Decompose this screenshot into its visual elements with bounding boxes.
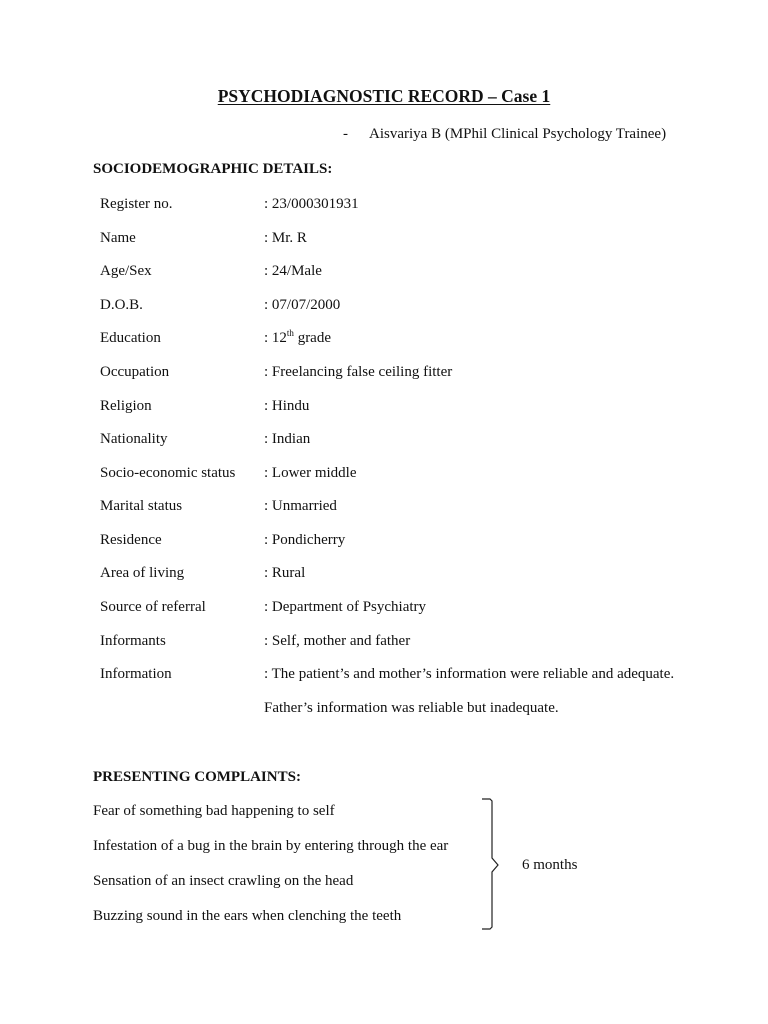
detail-value-name: : Mr. R bbox=[264, 230, 307, 246]
detail-label-religion: Religion bbox=[100, 398, 152, 414]
education-suffix: grade bbox=[293, 330, 331, 346]
complaints-duration: 6 months bbox=[522, 857, 578, 873]
complaint-item: Infestation of a bug in the brain by entering through the ear bbox=[93, 838, 449, 854]
detail-value-socioeconomic: : Lower middle bbox=[264, 465, 357, 481]
detail-value-nationality: : Indian bbox=[264, 431, 311, 447]
education-superscript: th bbox=[286, 328, 294, 338]
detail-label-socioeconomic: Socio-economic status bbox=[100, 465, 236, 481]
detail-value-age-sex: : 24/Male bbox=[264, 263, 322, 279]
page-title: PSYCHODIAGNOSTIC RECORD – Case 1 bbox=[217, 86, 551, 106]
curly-brace-icon bbox=[478, 796, 518, 934]
education-prefix: : 12 bbox=[264, 330, 287, 346]
detail-label-marital-status: Marital status bbox=[100, 498, 183, 514]
detail-value-area-of-living: : Rural bbox=[264, 565, 306, 581]
presenting-complaints-heading: PRESENTING COMPLAINTS: bbox=[93, 769, 301, 785]
detail-label-education: Education bbox=[100, 330, 161, 346]
author-line: Aisvariya B (MPhil Clinical Psychology Trainee) bbox=[369, 126, 667, 142]
detail-value-religion: : Hindu bbox=[264, 398, 310, 414]
detail-label-age-sex: Age/Sex bbox=[100, 263, 152, 279]
detail-label-occupation: Occupation bbox=[100, 364, 170, 380]
detail-value-residence: : Pondicherry bbox=[264, 532, 346, 548]
detail-label-information: Information bbox=[100, 666, 172, 682]
information-continued: Father’s information was reliable but inadequate. bbox=[264, 700, 559, 716]
detail-value-informants: : Self, mother and father bbox=[264, 633, 411, 649]
detail-value-dob: : 07/07/2000 bbox=[264, 297, 341, 313]
detail-label-area-of-living: Area of living bbox=[100, 565, 185, 581]
detail-label-name: Name bbox=[100, 230, 136, 246]
detail-label-informants: Informants bbox=[100, 633, 166, 649]
author-dash: - bbox=[343, 126, 348, 142]
detail-value-education bbox=[264, 330, 331, 347]
detail-value-marital-status: : Unmarried bbox=[264, 498, 337, 514]
detail-value-register: : 23/000301931 bbox=[264, 196, 359, 212]
detail-label-nationality: Nationality bbox=[100, 431, 168, 447]
detail-label-register: Register no. bbox=[100, 196, 173, 212]
complaint-item: Fear of something bad happening to self bbox=[93, 803, 335, 819]
detail-label-dob: D.O.B. bbox=[100, 297, 143, 313]
complaint-item: Buzzing sound in the ears when clenching the teeth bbox=[93, 908, 402, 924]
detail-value-source-of-referral: : Department of Psychiatry bbox=[264, 599, 427, 615]
sociodemographic-heading: SOCIODEMOGRAPHIC DETAILS: bbox=[93, 161, 333, 177]
complaint-item: Sensation of an insect crawling on the head bbox=[93, 873, 354, 889]
detail-value-information: : The patient’s and mother’s information were reliable and adequate. bbox=[264, 666, 675, 682]
detail-value-occupation: : Freelancing false ceiling fitter bbox=[264, 364, 453, 380]
detail-label-residence: Residence bbox=[100, 532, 162, 548]
detail-label-source-of-referral: Source of referral bbox=[100, 599, 206, 615]
